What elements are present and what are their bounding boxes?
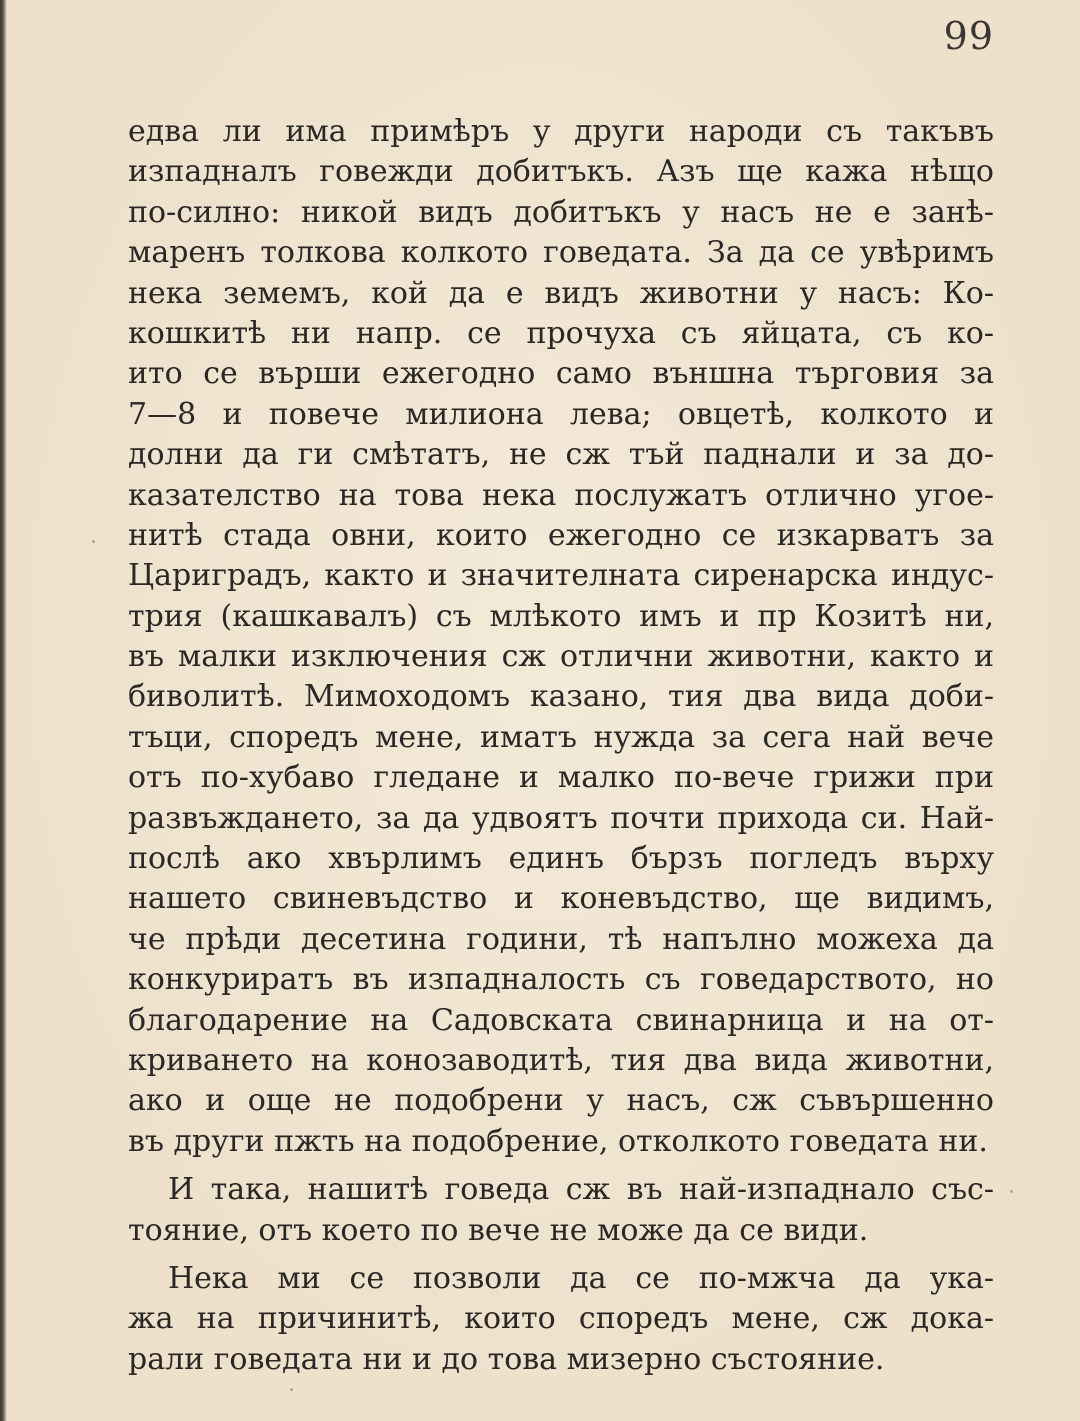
text-line: Цариградъ, както и значителната сиренарска индус- — [128, 558, 994, 594]
paragraph — [128, 112, 994, 1162]
text-line: тояние, отъ което по вече не може да се види. — [128, 1212, 869, 1248]
text-line: благодарение на Садовската свинарница и на от- — [128, 1002, 994, 1038]
text-line: въ други пжть на подобрение, отколкото говедата ни. — [128, 1123, 988, 1159]
text-line: трия (кашкавалъ) съ млѣкото имъ и пр Козитѣ ни, — [128, 598, 994, 634]
text-line: жа на причинитѣ, които споредъ мене, сж дока- — [128, 1301, 994, 1337]
paragraph — [128, 1259, 994, 1380]
text-line: долни да ги смѣтатъ, не сж тъй паднали и за до- — [128, 437, 994, 473]
text-line: изпадналъ говежди добитъкъ. Азъ ще кажа нѣщо — [128, 154, 994, 190]
text-line: ако и още не подобрени у насъ, сж съвършенно — [128, 1083, 994, 1119]
text-line: по-силно: никой видъ добитъкъ у насъ не е занѣ- — [128, 194, 994, 230]
page-number: 99 — [943, 14, 994, 58]
paper-speck — [92, 540, 95, 543]
text-line: криването на конозаводитѣ, тия два вида животни, — [128, 1042, 994, 1078]
text-line: едва ли има примѣръ у други народи съ такъвъ — [128, 114, 994, 149]
text-line: нашето свиневъдство и коневъдство, ще видимъ, — [128, 881, 994, 917]
text-line: маренъ толкова колкото говедата. За да се увѣримъ — [128, 235, 994, 271]
paper-speck — [1010, 1190, 1013, 1193]
text-line: казателство на това нека послужатъ отлично угое- — [128, 477, 994, 513]
paragraph-gap — [128, 1251, 994, 1259]
text-line: биволитѣ. Мимоходомъ казано, тия два вида доби- — [128, 679, 994, 715]
text-line: И така, нашитѣ говеда сж въ най-изпаднало със- — [168, 1172, 994, 1208]
text-line: рали говедата ни и до това мизерно състояние. — [128, 1341, 885, 1377]
text-line: Нека ми се позволи да се по-мжча да ука- — [168, 1260, 994, 1296]
paragraph — [128, 1170, 994, 1251]
text-line: въ малки изключения сж отлични животни, както и — [128, 639, 994, 675]
paper-speck — [290, 1388, 293, 1391]
page-binding-edge — [0, 0, 7, 1421]
text-line: че прѣди десетина години, тѣ напълно можеха да — [128, 921, 994, 957]
text-line: 7—8 и повече милиона лева; овцетѣ, колкото и — [128, 396, 994, 432]
text-line: нека земемъ, кой да е видъ животни у насъ: Ко- — [128, 275, 994, 311]
text-line: развъждането, за да удвоятъ почти прихода си. Най- — [128, 800, 994, 836]
body-text — [128, 112, 994, 1380]
paragraph-gap — [128, 1162, 994, 1170]
text-line: кошкитѣ ни напр. се прочуха съ яйцата, съ ко- — [128, 315, 994, 351]
text-line: отъ по-хубаво гледане и малко по-вече грижи при — [128, 760, 994, 796]
text-line: нитѣ стада овни, които ежегодно се изкарватъ за — [128, 517, 994, 553]
text-line: ито се върши ежегодно само външна търговия за — [128, 356, 994, 392]
text-line: тъци, споредъ мене, иматъ нужда за сега най вече — [128, 719, 994, 755]
text-line: конкуриратъ въ изпадналость съ говедарството, но — [128, 962, 994, 998]
text-line: послѣ ако хвърлимъ единъ бързъ погледъ върху — [128, 841, 994, 877]
